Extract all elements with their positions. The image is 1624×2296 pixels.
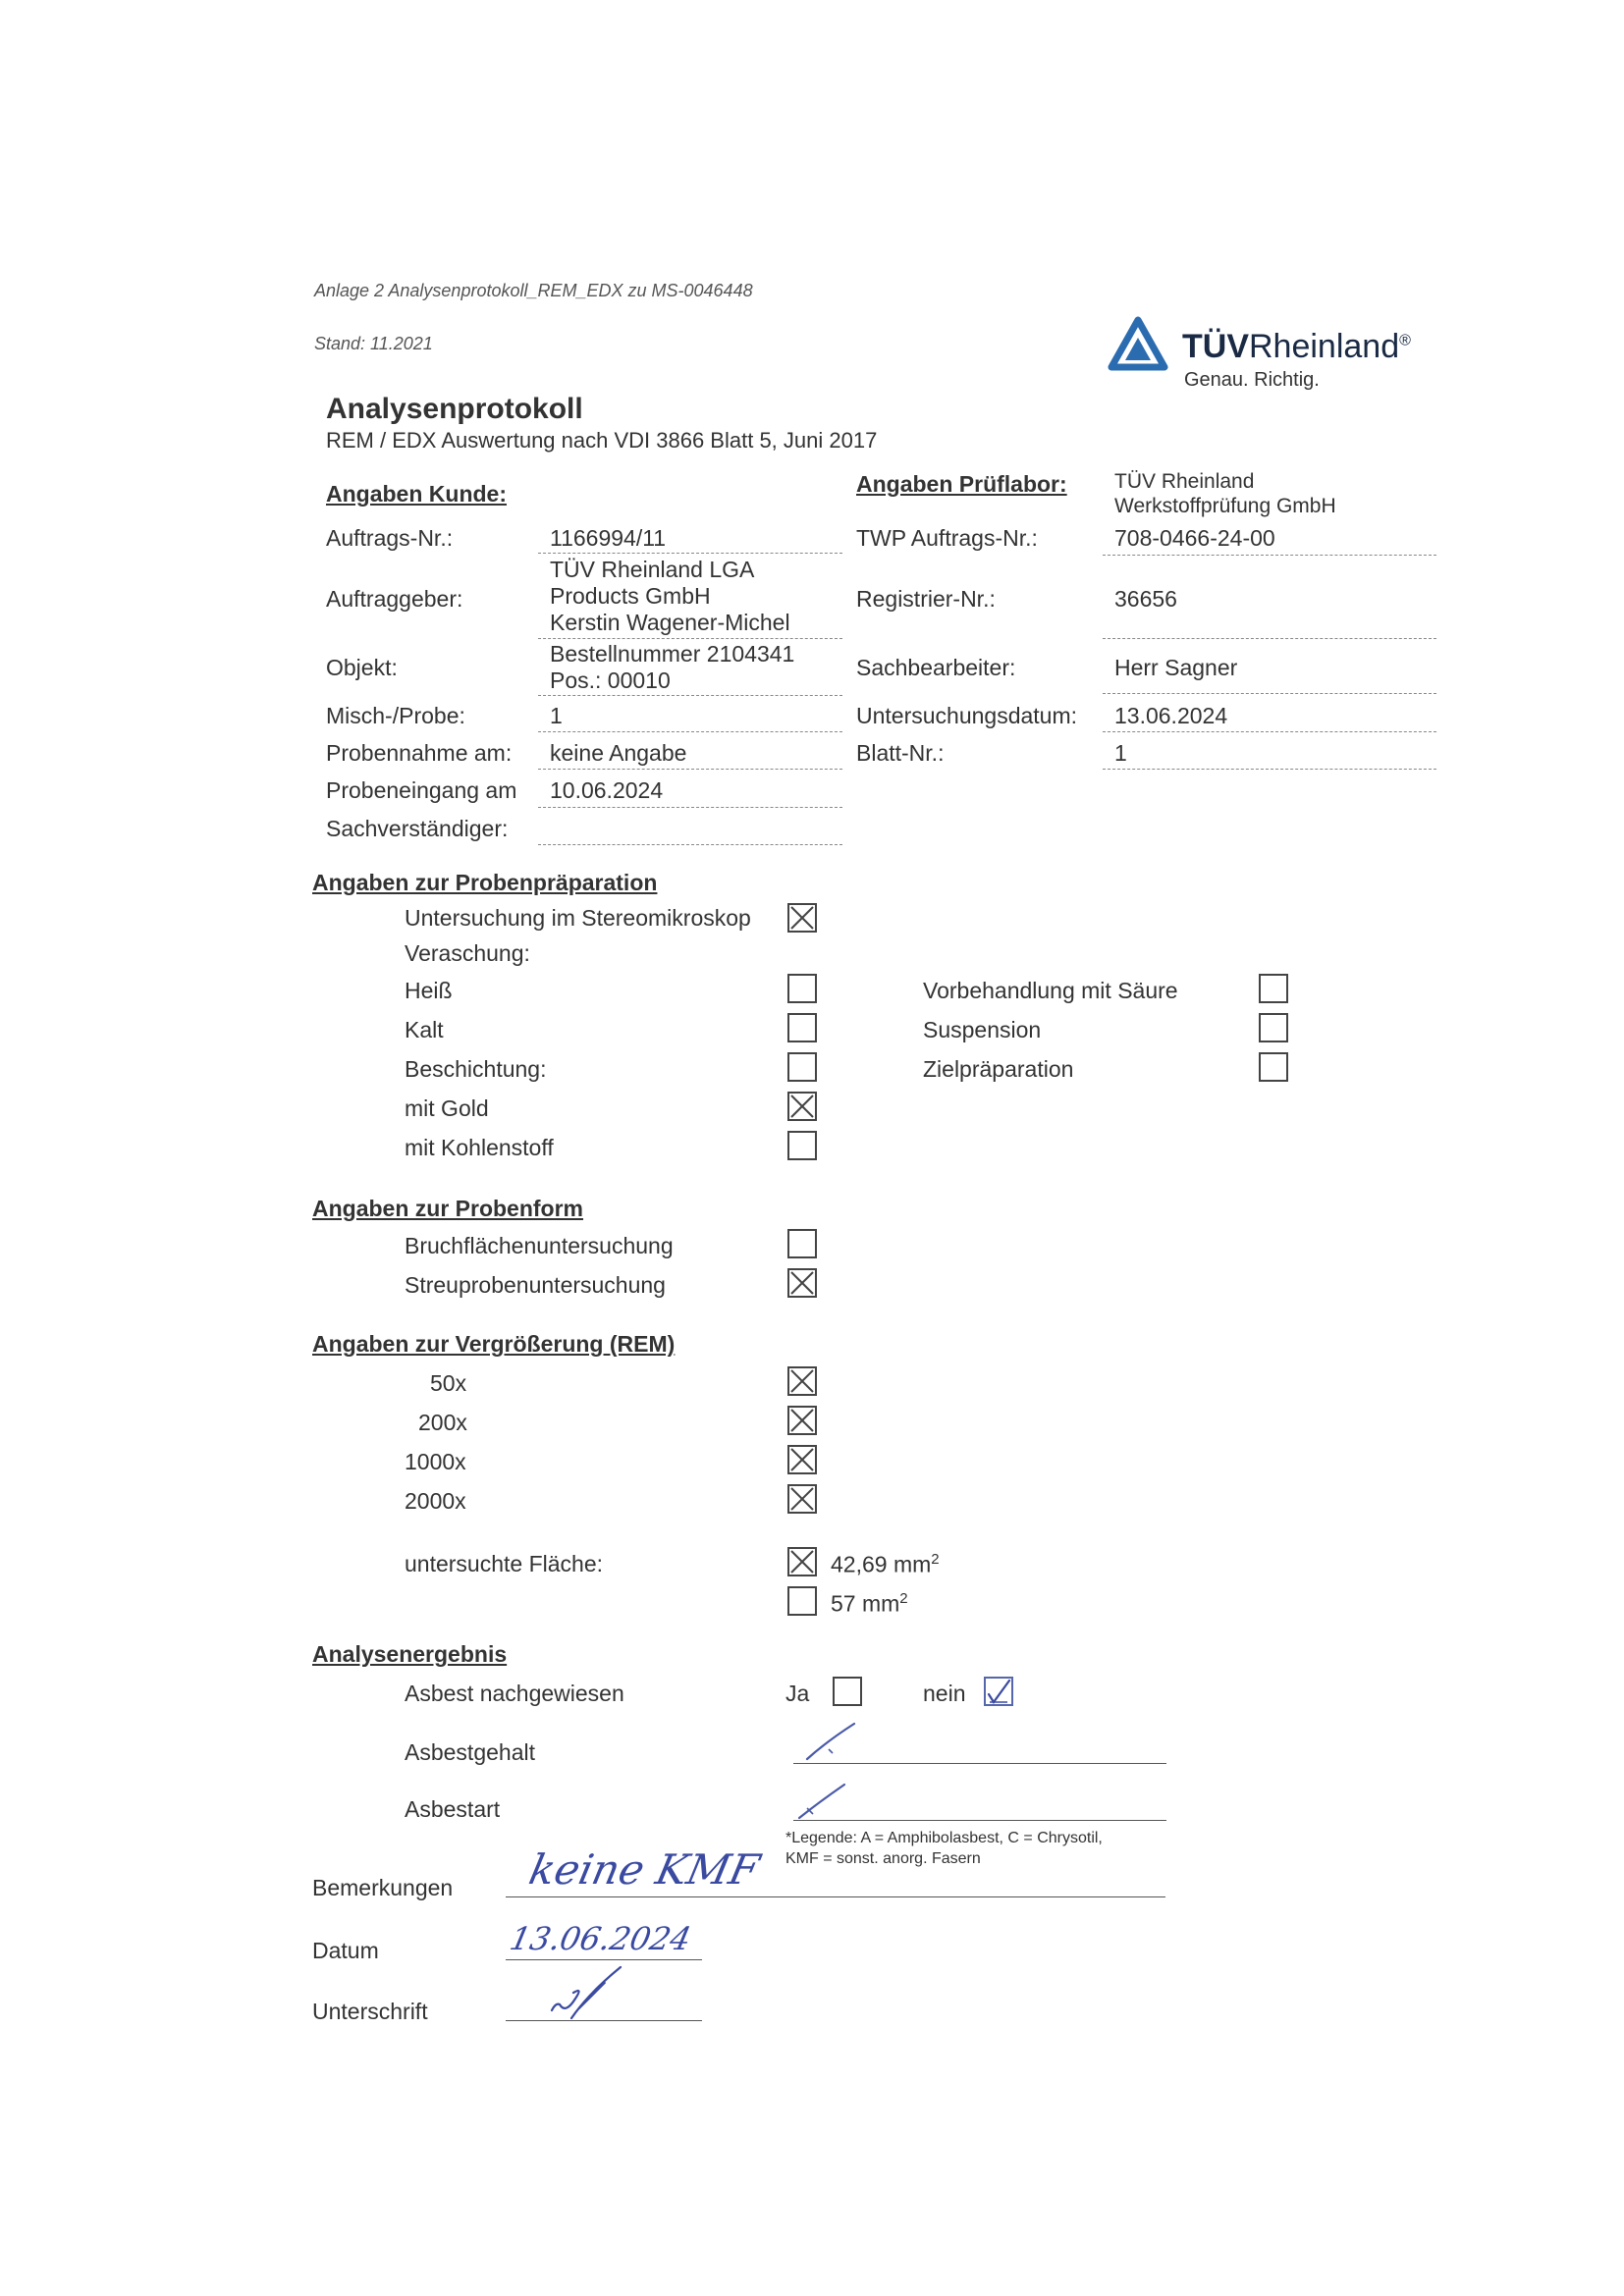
checkbox-cross-icon	[789, 1447, 815, 1472]
saeure-label: Vorbehandlung mit Säure	[923, 978, 1178, 1003]
beschichtung-checkbox[interactable]	[787, 1052, 817, 1082]
probe-value: 1	[550, 703, 563, 728]
flaeche-57-checkbox[interactable]	[787, 1586, 817, 1616]
sachbearbeiter-value: Herr Sagner	[1114, 655, 1238, 680]
datum-label: Datum	[312, 1938, 379, 1963]
sachbearbeiter-label: Sachbearbeiter:	[856, 655, 1016, 680]
nein-checkbox[interactable]	[984, 1677, 1013, 1706]
signature-icon	[546, 1963, 634, 2024]
annex-reference: Anlage 2 Analysenprotokoll_REM_EDX zu MS-0046448	[314, 281, 753, 300]
mag-2000-label: 2000x	[405, 1488, 466, 1514]
streu-label: Streuprobenuntersuchung	[405, 1272, 666, 1298]
probennahme-label: Probennahme am:	[326, 740, 513, 766]
mag-50-checkbox[interactable]	[787, 1366, 817, 1396]
bruch-label: Bruchflächenuntersuchung	[405, 1233, 674, 1258]
blatt-label: Blatt-Nr.:	[856, 740, 945, 766]
ziel-label: Zielpräparation	[923, 1056, 1074, 1082]
kohlenstoff-label: mit Kohlenstoff	[405, 1135, 554, 1160]
blatt-value: 1	[1114, 740, 1127, 766]
stand-date: Stand: 11.2021	[314, 334, 433, 353]
ziel-checkbox[interactable]	[1259, 1052, 1288, 1082]
registrier-label: Registrier-Nr.:	[856, 586, 996, 612]
strike-mark-icon	[803, 1720, 862, 1763]
auftrags-label: Auftrags-Nr.:	[326, 525, 454, 551]
gold-checkbox[interactable]	[787, 1092, 817, 1121]
auftrags-value: 1166994/11	[550, 525, 667, 551]
checkbox-cross-icon	[789, 905, 815, 931]
kalt-checkbox[interactable]	[787, 1013, 817, 1042]
beschichtung-label: Beschichtung:	[405, 1056, 547, 1082]
praeparation-heading: Angaben zur Probenpräparation	[312, 870, 658, 895]
gehalt-label: Asbestgehalt	[405, 1739, 535, 1765]
bemerkungen-label: Bemerkungen	[312, 1875, 454, 1900]
untersuchungsdatum-value: 13.06.2024	[1114, 703, 1228, 728]
bruch-checkbox[interactable]	[787, 1229, 817, 1258]
kunde-heading: Angaben Kunde:	[326, 481, 507, 507]
heiss-checkbox[interactable]	[787, 974, 817, 1003]
probe-label: Misch-/Probe:	[326, 703, 465, 728]
checkbox-cross-icon	[789, 1094, 815, 1119]
asbest-label: Asbest nachgewiesen	[405, 1681, 624, 1706]
mag-200-label: 200x	[418, 1410, 467, 1435]
page-subtitle: REM / EDX Auswertung nach VDI 3866 Blatt 5, Juni 2017	[326, 428, 878, 453]
registrier-value: 36656	[1114, 586, 1177, 612]
objekt-value: Bestellnummer 2104341 Pos.: 00010	[550, 641, 795, 693]
sachverstaendiger-label: Sachverständiger:	[326, 816, 509, 841]
checkbox-cross-icon	[789, 1368, 815, 1394]
ergebnis-heading: Analysenergebnis	[312, 1641, 508, 1667]
probeneingang-value: 10.06.2024	[550, 777, 664, 803]
bemerkungen-handwriting: keine KMF	[524, 1845, 764, 1894]
ja-label: Ja	[785, 1681, 810, 1706]
checkbox-cross-icon	[789, 1486, 815, 1512]
checkbox-cross-icon	[789, 1270, 815, 1296]
heiss-label: Heiß	[405, 978, 453, 1003]
gold-label: mit Gold	[405, 1095, 489, 1121]
probennahme-value: keine Angabe	[550, 740, 687, 766]
probenform-heading: Angaben zur Probenform	[312, 1196, 584, 1221]
checkbox-cross-icon	[789, 1408, 815, 1433]
labor-name: TÜV Rheinland Werkstoffprüfung GmbH	[1114, 470, 1336, 517]
ja-checkbox[interactable]	[833, 1677, 862, 1706]
labor-heading: Angaben Prüflabor:	[856, 471, 1067, 497]
kalt-label: Kalt	[405, 1017, 444, 1042]
legend: *Legende: A = Amphibolasbest, C = Chrysotil, KMF = sonst. anorg. Fasern	[785, 1830, 1103, 1867]
twp-label: TWP Auftrags-Nr.:	[856, 525, 1038, 551]
checkbox-cross-icon	[789, 1549, 815, 1575]
auftraggeber-value: TÜV Rheinland LGA Products GmbH Kerstin Wagener-Michel	[550, 557, 790, 635]
nein-label: nein	[923, 1681, 966, 1706]
flaeche-label: untersuchte Fläche:	[405, 1551, 604, 1576]
probeneingang-label: Probeneingang am	[326, 777, 517, 803]
mag-2000-checkbox[interactable]	[787, 1484, 817, 1514]
vergroesserung-heading: Angaben zur Vergrößerung (REM)	[312, 1331, 676, 1357]
tuv-logo	[1108, 316, 1168, 376]
page-title: Analysenprotokoll	[326, 393, 583, 425]
stereo-label: Untersuchung im Stereomikroskop	[405, 905, 751, 931]
flaeche-42-checkbox[interactable]	[787, 1547, 817, 1576]
streu-checkbox[interactable]	[787, 1268, 817, 1298]
stereo-checkbox[interactable]	[787, 903, 817, 933]
saeure-checkbox[interactable]	[1259, 974, 1288, 1003]
suspension-checkbox[interactable]	[1259, 1013, 1288, 1042]
mag-200-checkbox[interactable]	[787, 1406, 817, 1435]
mag-50-label: 50x	[430, 1370, 467, 1396]
twp-value: 708-0466-24-00	[1114, 525, 1275, 551]
datum-handwriting: 13.06.2024	[506, 1920, 695, 1957]
veraschung-label: Veraschung:	[405, 940, 530, 966]
flaeche-57-value: 57 $mm^2$	[831, 1590, 908, 1617]
logo-slogan: Genau. Richtig.	[1184, 369, 1320, 391]
suspension-label: Suspension	[923, 1017, 1042, 1042]
handwritten-check-icon	[986, 1679, 1011, 1704]
flaeche-42-value: 42,69 $mm^2$	[831, 1551, 940, 1577]
untersuchungsdatum-label: Untersuchungsdatum:	[856, 703, 1078, 728]
objekt-label: Objekt:	[326, 655, 398, 680]
auftraggeber-label: Auftraggeber:	[326, 586, 463, 612]
logo-wordmark: TÜVRheinland®	[1182, 328, 1411, 365]
strike-mark-icon	[793, 1779, 852, 1822]
mag-1000-checkbox[interactable]	[787, 1445, 817, 1474]
tuv-triangle-icon	[1108, 316, 1168, 371]
kohlenstoff-checkbox[interactable]	[787, 1131, 817, 1160]
art-label: Asbestart	[405, 1796, 501, 1822]
mag-1000-label: 1000x	[405, 1449, 466, 1474]
unterschrift-label: Unterschrift	[312, 1999, 428, 2024]
